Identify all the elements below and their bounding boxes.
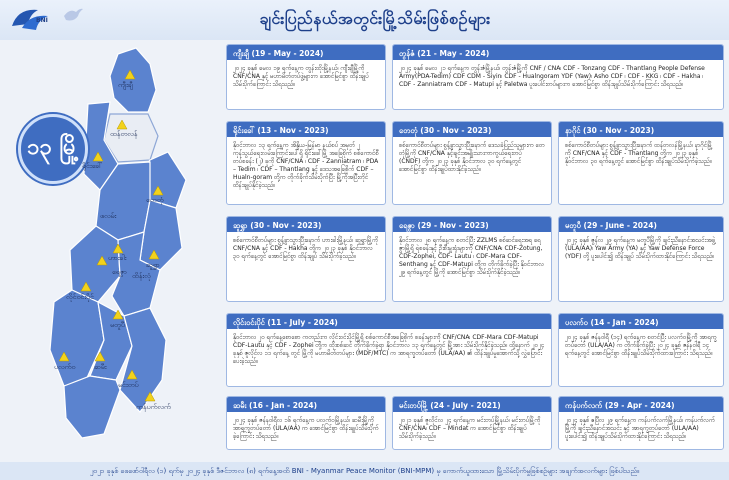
card-title: တွန်ဇံ (21 - May - 2024): [393, 45, 723, 62]
event-card: [558, 396, 724, 450]
town-label: ထန်တလန်: [110, 130, 138, 138]
card-body: ၂၀၂၄ ခုနှစ် ဇွန်လ ၂၉ ရက်နေ့က မတူပီမြို့ကို ချင်းညီနောင်အသင်းအဖွဲ့ (ULA/AA)၊ Yaw Army (YA) နှင့် Yaw Defense Force (YDF) တို့ ပူးပေါင်း၍ ထိန်းချုပ် သိမ်းပိုက်ထားနိုင်ကြောင်း သိရသည်။: [565, 237, 716, 260]
event-card: [226, 216, 386, 302]
footer-note: ၂၀၂၁ ခုနှစ် ဖေဖော်ဝါရီလ (၁) ရက်မှ ၂၀၂၄ ခုနှစ် ဒီဇင်ဘာလ (၈) ရက်နေ့အထိ BNI - Myanmar Peace Monitor (BNI-MPM) မှ ကောက်ယူထားသော မြို့သိမ်းပိုက်မှုဖြစ်စဉ်များ အချက်အလက်များ ဖြစ်ပါသည်။: [0, 462, 729, 480]
event-card: [558, 121, 724, 205]
card-title: နာဂိုင် (30 - Nov - 2023): [559, 122, 723, 139]
card-title: တေတုံ (30 - Nov - 2023): [393, 122, 551, 139]
card-title: ဆူရွှာ (30 - Nov - 2023): [227, 217, 385, 234]
town-label: လိုင်ဝင်းပိုင်: [66, 293, 94, 301]
card-body: ၂၀၂၄ ခုနှစ် ဇန်နဝါရီ (၁၄) ရက်နေ့က စတင်ပြီး ပလက်ဝမြို့ကို အာရက္ခတပ်တော် (ULA/AA) က တိုက်ခိုက်ခဲ့ပြီး ၂၀၂၄ ခုနှစ် ဇန်နဝါရီ ၁၄ ရက်နေ့တွင် အောင်မြင်စွာ ထိန်းချုပ်သိမ်းပိုက်ထားကြောင်း သိရသည်။: [565, 334, 717, 357]
town-label: ဆမီး: [94, 363, 107, 371]
event-card: [392, 396, 552, 450]
chin-state-map: [0, 40, 212, 460]
town-label: ဟားခါး: [108, 254, 127, 262]
event-card: [558, 216, 724, 302]
event-card: [392, 216, 552, 302]
card-body: ၂၀၂၄ ခုနှစ် မေလ ၂၁ ရက်နေ့က တွန်းဇံမြို့နယ်၊ တွန်းဇံမြို့ကို CNF / CNA၊ CDF - Tonzang CDF - Thantlang People Defense Army(PDA-Tedim) CDF CDM - Siyin၊ CDF - Hualngoram YDF (Yaw)၊ Asho CDF ၊ CDF - KKG ၊ CDF - Hakha ၊ CDF - Zanniatram၊ CDF - Matupi နှင့် Paletwa ပူးပေါင်းတပ်များက အောင်မြင်စွာ ထိန်းချုပ်သိမ်းပိုက်ကြောင်း သိရသည်။: [399, 65, 705, 88]
card-body: ၂၀၂၄ ခုနှစ် မေလ ၁၉ ရက်နေ့က တွန်းထိုးမြို့နယ်၊ ကျီးချီမြို့ကို CNF/CNA နှင့် မဟာမိတ်တပ်ဖွဲ့များက အောင်မြင်စွာ ထိန်းချုပ်သိမ်းပိုက်ကြောင်း သိရသည်။: [233, 65, 369, 88]
page-title: ချင်းပြည်နယ်အတွင်းမြို့သိမ်းဖြစ်စဉ်များ: [259, 9, 491, 28]
town-label: တေတုံ: [146, 196, 164, 204]
event-card: [558, 313, 724, 387]
town-label: မင်းတပ်: [118, 381, 139, 389]
town-label: မတူပီ: [110, 321, 125, 329]
card-body: စစ်ကောင်စီတပ်များ စွန့်ခွာသွားပြီးနောက် ဒေသခံပြည်သူများက တေတုံမြို့ကို CNF/CNA နှင့်ချင်းအမျိုးသားကာကွယ်ရေးတပ် (CNDF) တို့က ၂၀၂၃ ခုနှစ် နိုဝင်ဘာလ ၃၀ ရက်နေ့တွင် အောင်မြင်စွာ ထိန်းချုပ်ထားနိုင်ခဲ့သည်။: [399, 142, 545, 173]
card-title: ပလက်ဝ (14 - Jan - 2024): [559, 314, 723, 331]
card-body: စစ်ကောင်စီတပ်များ စွန့်ခွာသွားပြီးနောက် ဟားခါးမြို့နယ်၊ ဆူရွှာမြို့ကို CNF/CNA နှင့် CDF - Hakha တို့က ၂၀၂၃ ခုနှစ် နိုဝင်ဘာလ ၃၀ ရက်နေ့တွင် အောင်မြင်စွာ ထိန်းချုပ် သိမ်းပိုက်ခဲ့သည်။: [233, 237, 379, 260]
card-body: ၂၀၂၄ ခုနှစ် ဧပြီလ ၂၉ ရက်နေ့က ကန်ပက်လက်မြို့နယ်၊ ကန်ပက်လက်မြို့ကို ချင်းညီနောင်အသင်း နှင့် အာရက္ခတပ်တော် (ULA/AA) ပူးပေါင်း၍ ထိန်းချုပ်သိမ်းပိုက်ထားနိုင်ကြောင်း သိရသည်။: [565, 417, 716, 440]
town-label: ကျီးချီ: [118, 81, 133, 89]
event-card: [226, 44, 386, 110]
event-card: [226, 121, 386, 205]
card-title: ရေဇွာ (29 - Nov - 2023): [393, 217, 551, 234]
town-label: ဆူရွှာ: [146, 261, 160, 269]
event-card: [392, 44, 724, 110]
logo-text: BNI: [36, 17, 48, 24]
card-title: မတူပီ (29 - June - 2024): [559, 217, 723, 234]
event-card: [392, 121, 552, 205]
town-label: ကန်ပက်လက်: [136, 403, 171, 411]
dove-icon: [62, 6, 84, 24]
card-title: ကျီးချီ (19 - May - 2024): [227, 45, 385, 62]
town-label: ဖလမ်း: [100, 212, 117, 220]
town-label: ပလက်ဝ: [54, 363, 76, 371]
event-cards-grid: [226, 44, 724, 450]
card-body: ၂၀၂၄ ခုနှစ် ဇန်နဝါရီလ ၁၆ ရက်နေ့က ပလက်ဝမြို့နယ်၊ ဆမီးမြို့ကို အာရက္ခတပ်တော် (ULA/AA) က အောင်မြင်စွာ ထိန်းချုပ်သိမ်းပိုက်ခဲ့ကြောင်း သိရသည်။: [233, 417, 379, 440]
header: [0, 0, 729, 40]
card-title: ရိုင်းခေါ် (13 - Nov - 2023): [227, 122, 385, 139]
town-label: ထိန်းလုံ: [132, 272, 151, 280]
town-label: ရေဇွာ: [112, 268, 127, 276]
card-body: စစ်ကောင်စီတပ်များ စွန့်ခွာသွားပြီးနောက် ထန်တလန်မြို့နယ်၊ နာဂိုင်မြို့ကို CNF/CNA နှင့် CDF - Thantlang တို့က ၂၀၂၃ ခုနှစ် နိုဝင်ဘာလ ၃၀ ရက်နေ့တွင် အောင်မြင်စွာ ထိန်းချုပ်သိမ်းပိုက်ခဲ့သည်။: [565, 142, 713, 165]
town-count-badge: ၁၃ မြို့: [18, 114, 88, 184]
event-card: [226, 313, 552, 387]
event-card: [226, 396, 386, 450]
town-label: ရိုင်းခေါ်: [82, 162, 103, 170]
card-title: ဆမီး (16 - Jan - 2024): [227, 397, 385, 414]
card-body: နိုဝင်ဘာလ ၂၀ ရက်နေ့စောစော ကတည်းက လိုင်းဝင်းပိုင်မြို့ရှိ စစ်ကောင်စီအခြေစိုက် စခန်းများကို CNF/CNA၊ CDF-Mara CDF-Matupi CDF-Lautu နှင့် CDF - Zophei တို့က ထိုးစစ်ဆင် တိုက်ခိုက်ခဲ့ရာ နိုဝင်ဘာလ ၁၃ ရက်နေ့တွင် မြို့အား သိမ်းပိုက်နိုင်ခဲ့သည်။ ထို့နောက် ၂၀၂၄ ခုနှစ် ဇူလိုင်လ ၁၁ ရက်နေ့ တွင် မြို့ကို မဟာမိတ်တပ်များ (MDF/MTC) က အာရက္ခတပ်တော် (ULA/AA) ၏ ထိန်းချုပ်မှုအောက်သို့ လွှဲပြောင်းပေးခဲ့သည်။: [233, 334, 545, 365]
card-title: ကန်ပက်လက် (29 - Apr - 2024): [559, 397, 723, 414]
card-title: မင်းတပ်မြို့ (24 - July - 2021): [393, 397, 551, 414]
card-body: နိုဝင်ဘာလ ၂၈ ရက်နေ့က စတင်ပြီး ZZLMS စစ်ဆင်ရေးအရ ရေဇွာမြို့ရှိ ရဲစခန်းနှင့် ဦးစီးမှူးရုံးများကို CNF/CNA၊ CDF-Zotung, CDF-Zophei, CDF- Lautu ၊ CDF-Mara CDF-Senthang နှင့် CDF-Matupi တို့က တိုက်ခိုက်ခဲ့ပြီး နိုဝင်ဘာလ ၂၉ ရက်နေ့တွင် မြို့ကို အောင်မြင်စွာ သိမ်းပိုက်နိုင်ခဲ့သည်။: [399, 237, 545, 276]
card-title: လိုင်းဝင်းပိုင် (11 - July - 2024): [227, 314, 551, 331]
map-svg: [0, 40, 212, 460]
card-body: ၂၀၂၁ ခုနှစ် ဇူလိုင်လ ၂၄ ရက်နေ့က မင်းတပ်မြို့နယ်၊ မင်းတပ်မြို့ကို CNF/CNA၊ CDF – Mindat က အောင်မြင်စွာ ထိန်းချုပ်သိမ်းပိုက်ခဲ့သည်။: [399, 417, 541, 440]
card-body: နိုဝင်ဘာလ ၁၃ ရက်နေ့က အိန္ဒိယ-မြန်မာ နယ်စပ် အမှတ် ၂ ကုန်သွယ်ရေးလမ်းကြောင်းပေါ်ရှိ ရိုင်းခေါ်မြို့ အခြေစိုက် စစ်ကောင်စီတပ်စခန်း (၂) ခုကို CNF/CNA ၊ CDF - Zanniatram ၊ PDA – Tedim ၊ CDF – Thantlang နှင့် ဒေသအခြေစိုက် CDF – Hualn-goram တို့က တိုက်ခိုက်သိမ်းပိုက်ပြီး မြို့ကိုအပြီးတိုင် ထိန်းချုပ်နိုင်ခဲ့သည်။: [233, 142, 379, 189]
